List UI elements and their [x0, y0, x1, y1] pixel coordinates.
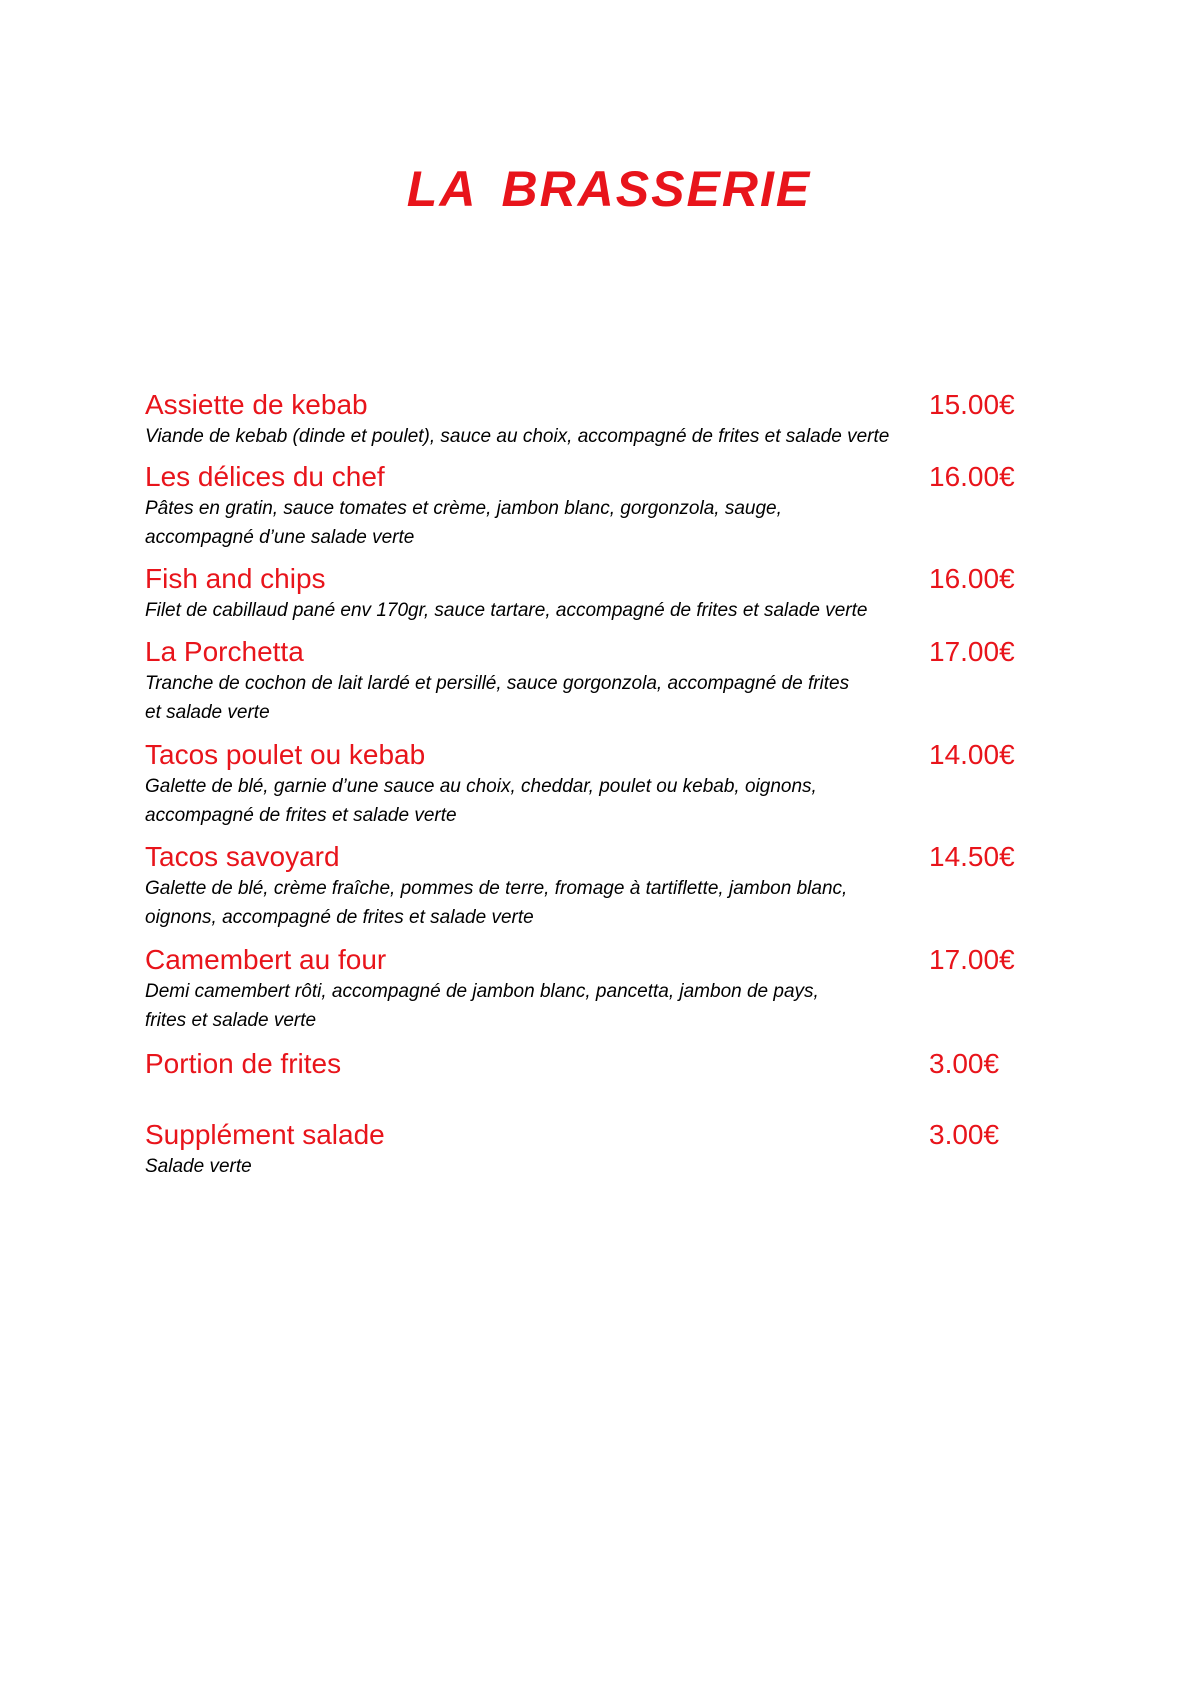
menu-item-description: accompagné de frites et salade verte — [145, 805, 457, 826]
menu-item — [145, 635, 1025, 727]
menu-item — [145, 840, 1025, 932]
menu-item-name: Portion de frites — [145, 1048, 342, 1079]
menu-item-name: La Porchetta — [145, 636, 304, 667]
menu-item-price: 17.00€ — [929, 944, 1015, 975]
menu-item — [145, 460, 1025, 552]
menu-item — [145, 562, 1025, 625]
menu-item-price: 16.00€ — [929, 461, 1015, 492]
menu-item-price: 16.00€ — [929, 563, 1015, 594]
menu-item-description: frites et salade verte — [145, 1010, 317, 1031]
menu-item-price: 3.00€ — [929, 1048, 1000, 1079]
menu-item-description: oignons, accompagné de frites et salade verte — [145, 907, 534, 928]
menu-item-header — [145, 943, 1025, 977]
menu-item-description: Salade verte — [145, 1156, 252, 1177]
menu-item — [145, 738, 1025, 830]
menu-item-header — [145, 460, 1025, 494]
menu-item-header — [145, 738, 1025, 772]
menu-item-header — [145, 840, 1025, 874]
menu-item-description: Demi camembert rôti, accompagné de jambon blanc, pancetta, jambon de pays, — [145, 981, 819, 1002]
menu-item-header — [145, 1118, 1025, 1152]
menu-item-description: Galette de blé, garnie d’une sauce au choix, cheddar, poulet ou kebab, oignons, — [145, 776, 817, 797]
menu-item-price: 3.00€ — [929, 1119, 1000, 1150]
menu-item-description: Galette de blé, crème fraîche, pommes de terre, fromage à tartiflette, jambon blanc, — [145, 878, 848, 899]
menu-item-name: Fish and chips — [145, 563, 326, 594]
menu-item-name: Tacos poulet ou kebab — [145, 739, 426, 770]
menu-item-price: 17.00€ — [929, 636, 1015, 667]
menu-item-header — [145, 1047, 1025, 1081]
menu-item-price: 14.50€ — [929, 841, 1015, 872]
menu-item-description: accompagné d’une salade verte — [145, 527, 415, 548]
menu-item — [145, 943, 1025, 1035]
menu-item-price: 14.00€ — [929, 739, 1015, 770]
menu-item — [145, 1047, 1025, 1081]
menu-item-name: Supplément salade — [145, 1119, 385, 1150]
menu-item-price: 15.00€ — [929, 389, 1015, 420]
menu-title: LA BRASSERIE — [406, 161, 812, 217]
menu-item — [145, 1118, 1025, 1181]
menu-item-description: et salade verte — [145, 702, 270, 723]
menu-item-name: Camembert au four — [145, 944, 387, 975]
menu-item-name: Tacos savoyard — [145, 841, 340, 872]
menu-item-name: Assiette de kebab — [145, 389, 368, 420]
menu-item-description: Viande de kebab (dinde et poulet), sauce au choix, accompagné de frites et salade verte — [145, 426, 890, 447]
menu-item-description: Tranche de cochon de lait lardé et persillé, sauce gorgonzola, accompagné de frites — [145, 673, 850, 694]
menu-item-description: Pâtes en gratin, sauce tomates et crème, jambon blanc, gorgonzola, sauge, — [145, 498, 782, 519]
menu-item-header — [145, 388, 1025, 422]
menu-item-header — [145, 562, 1025, 596]
menu-item — [145, 388, 1025, 451]
menu-item-header — [145, 635, 1025, 669]
menu-item-name: Les délices du chef — [145, 461, 385, 492]
menu-item-description: Filet de cabillaud pané env 170gr, sauce tartare, accompagné de frites et salade verte — [145, 600, 868, 621]
